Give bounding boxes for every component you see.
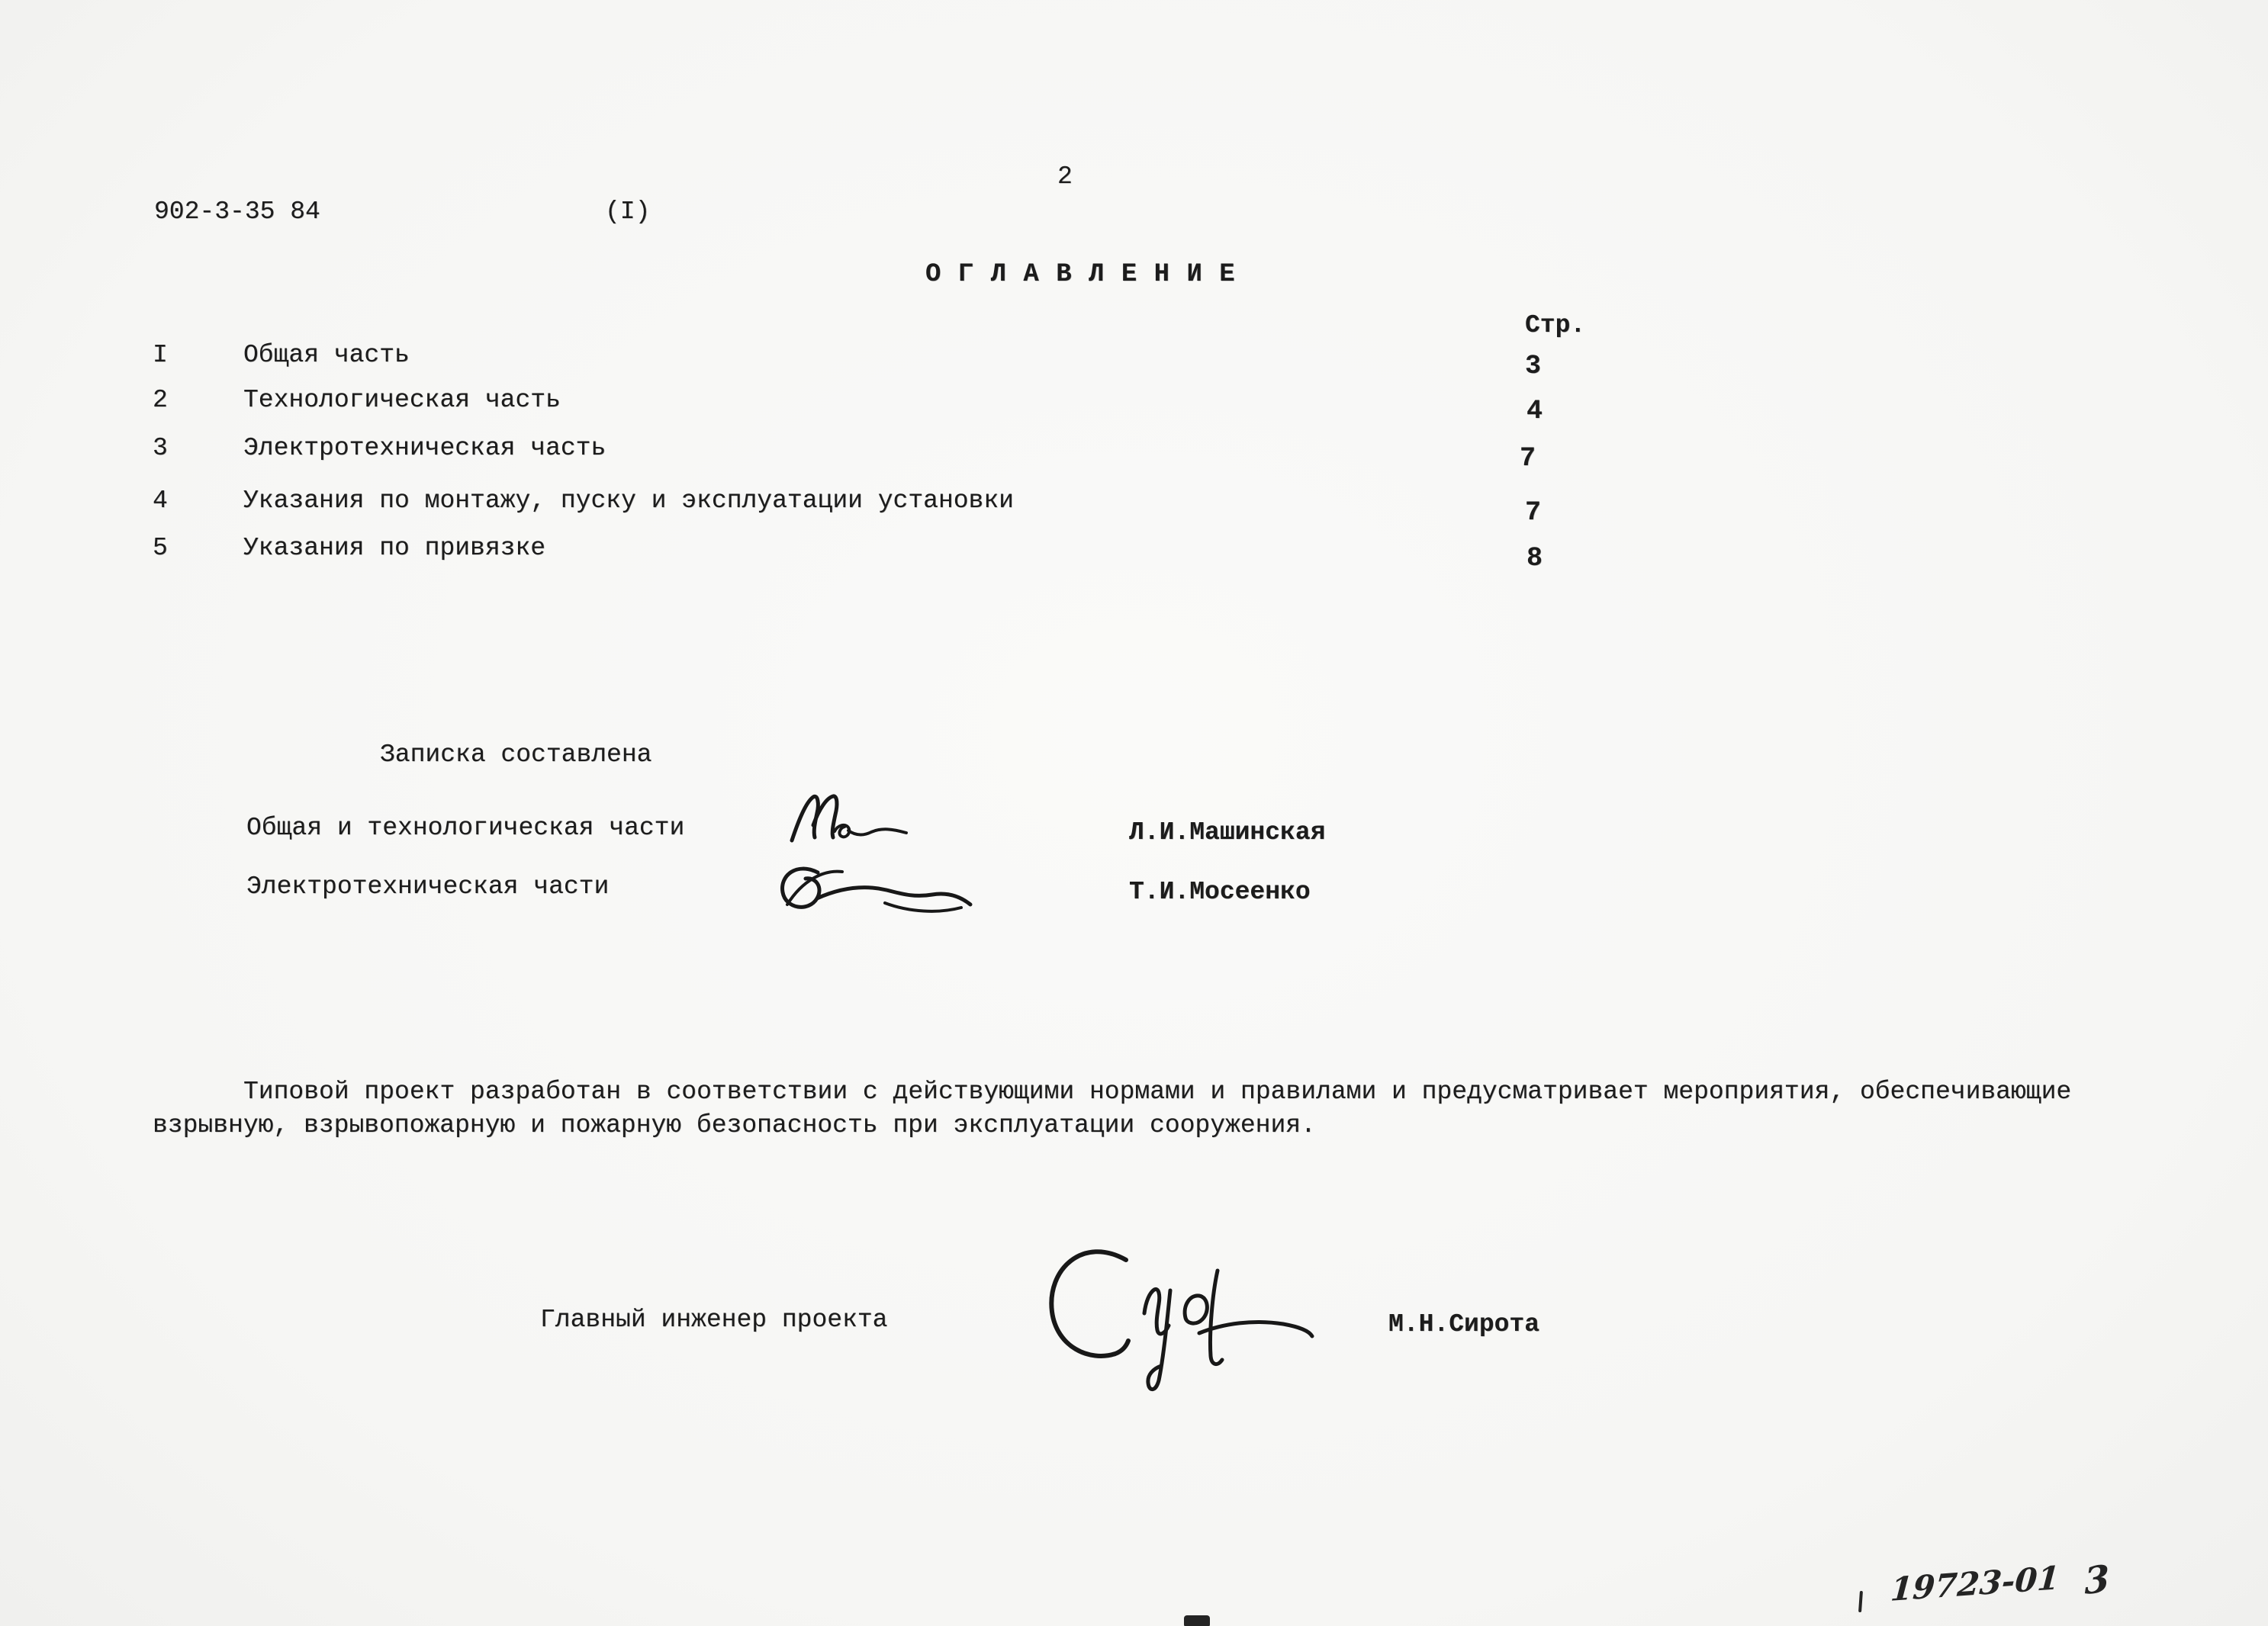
approval-role: Главный инженер проекта [540, 1306, 888, 1334]
body-paragraph-line: Типовой проект разработан в соответствии с действующими нормами и правилами и предусматривает мероприятия, обеспечивающие [243, 1078, 2072, 1106]
body-paragraph-line: взрывную, взрывопожарную и пожарную безопасность при эксплуатации сооружения. [153, 1111, 1316, 1139]
toc-item-label: Указания по монтажу, пуску и эксплуатации установки [243, 487, 1014, 515]
toc-item-label: Общая часть [243, 341, 410, 369]
author-role: Общая и технологическая части [246, 814, 685, 842]
toc-item-number: I [153, 341, 168, 369]
toc-item-label: Электротехническая часть [243, 434, 606, 462]
toc-title: О Г Л А В Л Е Н И Е [925, 260, 1236, 289]
signature-moseenko-icon [774, 856, 973, 926]
toc-item-label: Указания по привязке [243, 534, 546, 562]
approval-name: М.Н.Сирота [1388, 1310, 1540, 1338]
doc-code: 902-3-35 84 [154, 198, 320, 226]
scan-artifact-smudge [1184, 1615, 1210, 1626]
note-heading: Записка составлена [380, 741, 652, 769]
toc-item-number: 4 [153, 487, 168, 515]
toc-page-column-header: Стр. [1525, 311, 1586, 339]
sheet-number-top: 2 [1057, 162, 1073, 191]
part-mark: (I) [605, 198, 651, 226]
toc-item-page: 7 [1525, 497, 1542, 528]
toc-item-page: 4 [1526, 396, 1543, 426]
author-name: Л.И.Машинская [1129, 818, 1326, 847]
toc-item-page: 8 [1526, 543, 1543, 574]
signature-mashinskaya-icon [786, 790, 915, 856]
toc-item-page: 3 [1525, 351, 1542, 381]
stamp-sheet-number: 3 [2083, 1557, 2111, 1604]
author-role: Электротехническая части [246, 872, 610, 901]
toc-item-number: 5 [153, 534, 168, 562]
scan-artifact-tick [1858, 1591, 1863, 1612]
signature-sirota-icon [1036, 1240, 1326, 1393]
toc-item-page: 7 [1520, 443, 1536, 474]
toc-item-number: 2 [153, 386, 168, 414]
toc-item-number: 3 [153, 434, 168, 462]
author-name: Т.И.Мосеенко [1129, 878, 1311, 906]
toc-item-label: Технологическая часть [243, 386, 561, 414]
stamp-inventory-code: 19723-01 [1889, 1559, 2061, 1608]
